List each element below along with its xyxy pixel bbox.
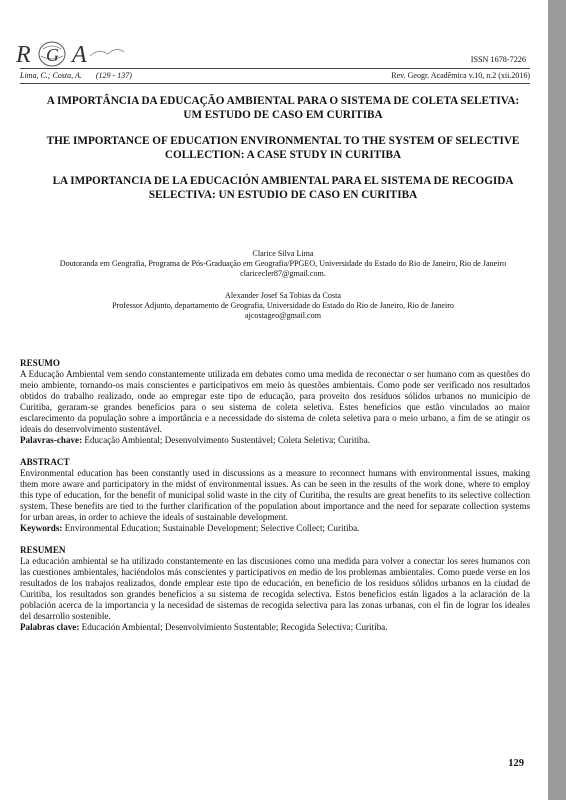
author-name: Alexander Josef Sa Tobias da Costa: [225, 290, 341, 300]
keywords-label: Keywords:: [20, 523, 63, 533]
svg-text:G: G: [46, 45, 59, 65]
resumo-section: [20, 358, 530, 446]
author-1: [30, 249, 536, 280]
abstracts: [20, 358, 530, 633]
resumen-section: [20, 545, 530, 633]
keywords-label: Palavras-chave:: [20, 435, 83, 445]
title-portuguese: A IMPORTÂNCIA DA EDUCAÇÃO AMBIENTAL PARA O SISTEMA DE COLETA SELETIVA: UM ESTUDO DE CASO EM CURITIBA: [46, 95, 520, 121]
running-header: [20, 68, 530, 84]
author-email: claricecler87@gmail.com.: [240, 269, 326, 279]
running-header-authors: Lima, C.; Costa, A.: [20, 71, 82, 80]
journal-logo: [16, 38, 136, 70]
abstract-keywords: [20, 523, 530, 534]
resumo-heading: RESUMO: [20, 358, 60, 368]
author-affiliation: Professor Adjunto, departamento de Geografia, Universidade do Estado do Rio de Janeiro, Rio de Janeiro: [112, 300, 454, 310]
author-name: Clarice Silva Lima: [252, 249, 314, 258]
title-english: THE IMPORTANCE OF EDUCATION ENVIRONMENTAL TO THE SYSTEM OF SELECTIVE COLLECTION: A CASE STUDY IN CURITIBA: [46, 135, 520, 161]
page-edge-stripe: [548, 0, 566, 800]
svg-text:A: A: [72, 42, 87, 68]
keywords-label: Palabras clave:: [20, 622, 80, 632]
title-spanish: LA IMPORTANCIA DE LA EDUCACIÓN AMBIENTAL PARA EL SISTEMA DE RECOGIDA SELECTIVA: UN ESTUDIO DE CASO EN CURITIBA: [52, 175, 514, 201]
resumen-keywords: [20, 622, 530, 633]
keywords-text: Educación Ambiental; Desenvolvimiento Sustentable; Recogida Selectiva; Curitiba.: [79, 622, 388, 632]
resumen-text: La educación ambiental se ha utilizado constantemente en las discusiones como una medida para volver a conectar los seres humanos con las cuestiones ambientales, haciéndolos más conscientes y participativos en medio de los problemas ambientales. Como puede verse en los resultados de los trabajos realizados, donde emplear este tipo de educación, en beneficio de los residuos sólidos urbanos en la ciudad de Curitiba, los resultados son grandes beneficios a su sistema de recogida selectiva. Estos beneficios están ligados a la aclaración de la población acerca de la importancia y la necesidad de sistemas de recogida selectiva para las zonas urbanas, con el fin de lograr los ideales del desarrollo sostenible.: [20, 556, 530, 621]
author-affiliation: Doutoranda em Geografia, Programa de Pós-Graduação em Geografia/PPGEO, Universidade do Estado do Rio de Janeiro, Rio de Janeiro: [59, 259, 507, 269]
abstract-text: Environmental education has been constantly used in discussions as a measure to reconnect humans with environmental issues, making them more aware and participatory in the midst of environmental issues. As can be seen in the results of the work done, where to employ this type of education, for the benefit of municipal solid waste in the city of Curitiba, the results are great benefits to its selective collection system. These benefits are tied to the further clarification of the population about importance and the need for separate collection systems for urban areas, in order to achieve the ideals of sustainable development.: [20, 468, 530, 522]
rga-logo-icon: [16, 38, 136, 70]
abstract-section: [20, 457, 530, 534]
author-block: [30, 249, 536, 321]
resumo-text: A Educação Ambiental vem sendo constantemente utilizada em debates como uma medida de reconectar o ser humano com as questões do meio ambiente, tornando-os mais conscientes e participativos em meio às questões ambientais. Como pode ser verificado nos resultados obtidos do trabalho realizado, onde ao empregar este tipo de educação, para proveito dos resíduos sólidos urbanos no município de Curitiba, geraram-se grandes benefícios para o seu sistema de coleta seletiva. Estes benefícios que estão vinculados ao maior esclarecimento da população sobre a importância e a necessidade do sistema de coleta seletiva para o meio urbano, a fim de se atingir os ideais do desenvolvimento sustentável.: [20, 369, 530, 434]
resumo-keywords: [20, 435, 530, 446]
running-header-journal: Rev. Geogr. Acadêmica v.10, n.2 (xii.2016): [391, 71, 530, 80]
svg-text:R: R: [16, 42, 31, 68]
running-header-left: [20, 71, 132, 80]
keywords-text: Educação Ambiental; Desenvolvimento Sustentável; Coleta Seletiva; Curitiba.: [82, 435, 371, 445]
resumen-heading: RESUMEN: [20, 545, 66, 555]
article-titles: [40, 95, 526, 202]
running-header-pages: (129 - 137): [95, 71, 132, 80]
page-number: 129: [508, 758, 524, 769]
author-email: ajcostageo@gmail.com: [244, 311, 321, 321]
author-2: [30, 291, 536, 322]
keywords-text: Environmental Education; Sustainable Development; Selective Collect; Curitiba.: [62, 523, 360, 533]
issn-label: ISSN 1678-7226: [470, 55, 526, 64]
abstract-heading: ABSTRACT: [20, 457, 70, 467]
